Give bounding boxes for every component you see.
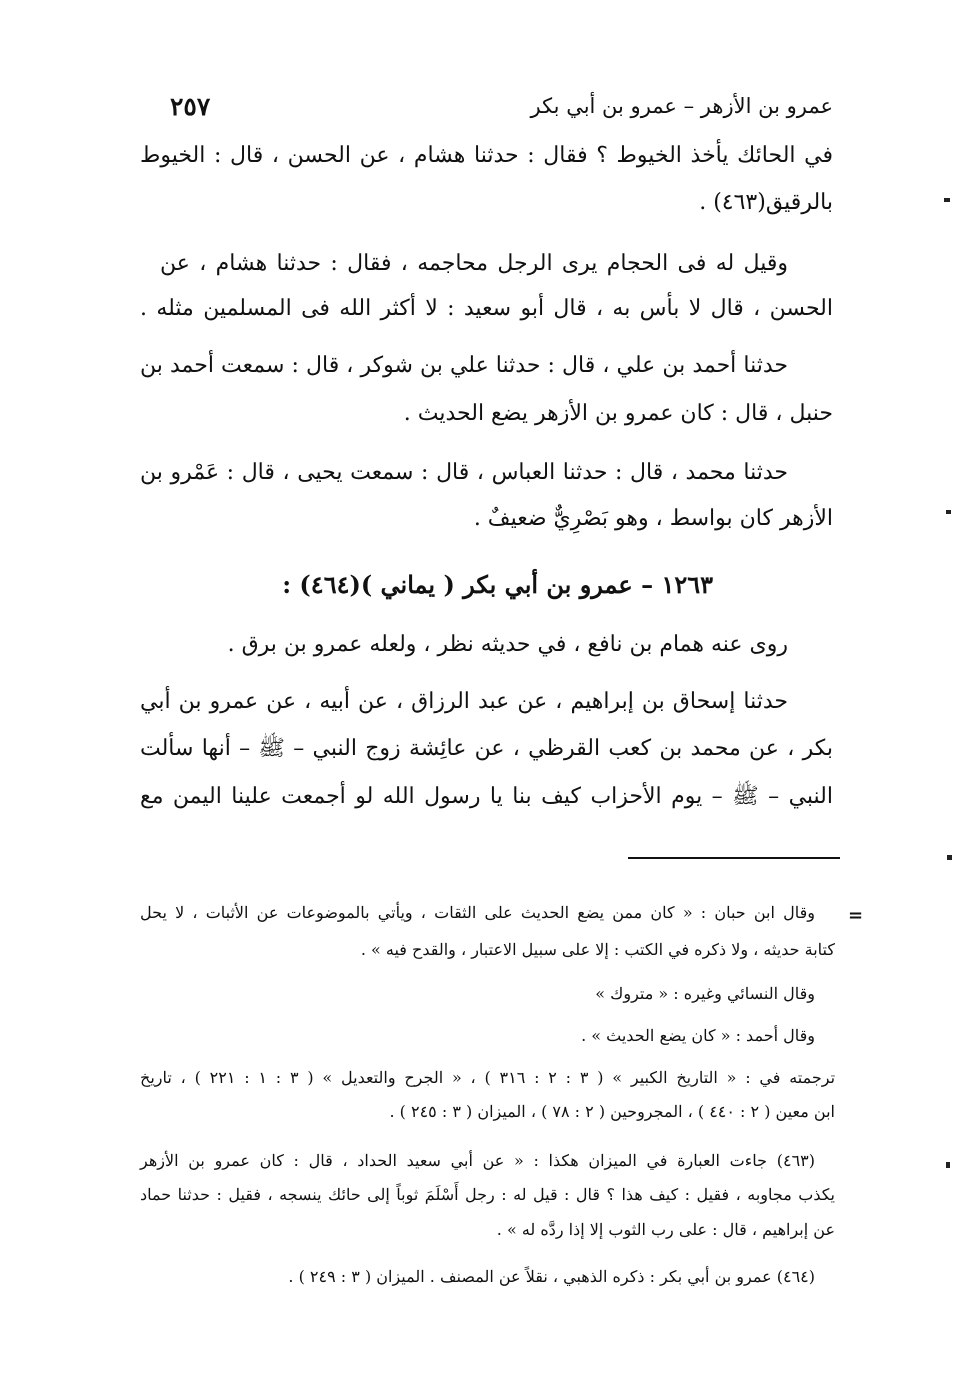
- body-line: بالرقيق(٤٦٣) .: [699, 190, 833, 215]
- body-line: النبي – ﷺ – يوم الأحزاب كيف بنا يا رسول الله لو أجمعت علينا اليمن مع: [140, 784, 833, 809]
- footnote-line: كتابة حديثه ، ولا ذكره في الكتب : إلا على سبيل الاعتبار ، والقدح فيه » .: [360, 940, 835, 959]
- scan-speck: [947, 855, 952, 860]
- body-line: حدثنا إسحاق بن إبراهيم ، عن عبد الرزاق ، عن أبيه ، عن عمرو بن أبي: [140, 689, 788, 714]
- scan-speck: [946, 510, 951, 514]
- footnote-line: ترجمته في : « التاريخ الكبير » ( ٣ : ٢ : ٣١٦ ) ، « الجرح والتعديل » ( ٣ : ١ : ٢٢١ ) ، تاريخ: [140, 1068, 836, 1087]
- footnote-line: وقال أحمد : « كان يضع الحديث » .: [581, 1026, 815, 1045]
- body-line: روى عنه همام بن نافع ، في حديثه نظر ، ولعله عمرو بن برق .: [227, 632, 788, 657]
- body-line: في الحائك يأخذ الخيوط ؟ فقال : حدثنا هشام ، عن الحسن ، قال : الخيوط: [140, 143, 833, 168]
- continuation-mark: =: [848, 905, 864, 926]
- page-header: [140, 92, 833, 132]
- body-line: الأزهر كان بواسط ، وهو بَصْرِيٌّ ضعيفٌ .: [473, 506, 833, 531]
- footnote-line: (٤٦٣) جاءت العبارة في الميزان هكذا : « عن أبي سعيد الحداد ، قال : كان عمرو بن الأزهر: [140, 1151, 815, 1170]
- scan-speck: [944, 198, 950, 202]
- body-line: بكر ، عن محمد بن كعب القرظي ، عن عائِشة زوج النبي – ﷺ – أنها سألت: [140, 736, 833, 761]
- body-line: حنبل ، قال : كان عمرو بن الأزهر يضع الحديث .: [403, 401, 833, 426]
- body-line: حدثنا محمد ، قال : حدثنا العباس ، قال : سمعت يحيى ، قال : عَمْرو بن: [140, 460, 788, 485]
- page-number: ٢٥٧: [170, 92, 211, 121]
- footnote-separator: [628, 857, 840, 859]
- body-line: حدثنا أحمد بن علي ، قال : حدثنا علي بن شوكر ، قال : سمعت أحمد بن: [140, 353, 788, 378]
- body-line: الحسن ، قال لا بأس به ، قال أبو سعيد : لا أكثر الله فى المسلمين مثله .: [140, 296, 833, 321]
- body-line: وقيل له فى الحجام يرى الرجل محاجمه ، فقال : حدثنا هشام ، عن: [160, 251, 788, 276]
- footnote-line: يكذب مجاوبه ، فقيل : كيف هذا ؟ قال : قيل له : رجل أَسْلَمَ ثوباً إلى حائك ينسجه ، فقيل : حدثنا حماد: [140, 1185, 835, 1204]
- footnote-line: ابن معين ( ٢ : ٤٤٠ ) ، المجروحين ( ٢ : ٧٨ ) ، الميزان ( ٣ : ٢٤٥ ) .: [389, 1102, 835, 1121]
- footnote-line: عن إبراهيم ، قال : على رب الثوب إلا إذا ردَّه له » .: [496, 1220, 835, 1239]
- scan-speck: [946, 1162, 950, 1168]
- running-title: عمرو بن الأزهر – عمرو بن أبي بكر: [530, 94, 833, 118]
- footnote-line: (٤٦٤) عمرو بن أبي بكر : ذكره الذهبي ، نقلاً عن المصنف . الميزان ( ٣ : ٢٤٩ ) .: [288, 1267, 815, 1286]
- footnote-line: وقال النسائي وغيره : « متروك »: [595, 984, 815, 1003]
- entry-heading: ١٢٦٣ – عمرو بن أبي بكر ( يماني )(٤٦٤) :: [282, 570, 713, 599]
- footnote-line: وقال ابن حبان : « كان ممن يضع الحديث على الثقات ، ويأتي بالموضوعات عن الأثبات ، لا يحل: [140, 903, 815, 922]
